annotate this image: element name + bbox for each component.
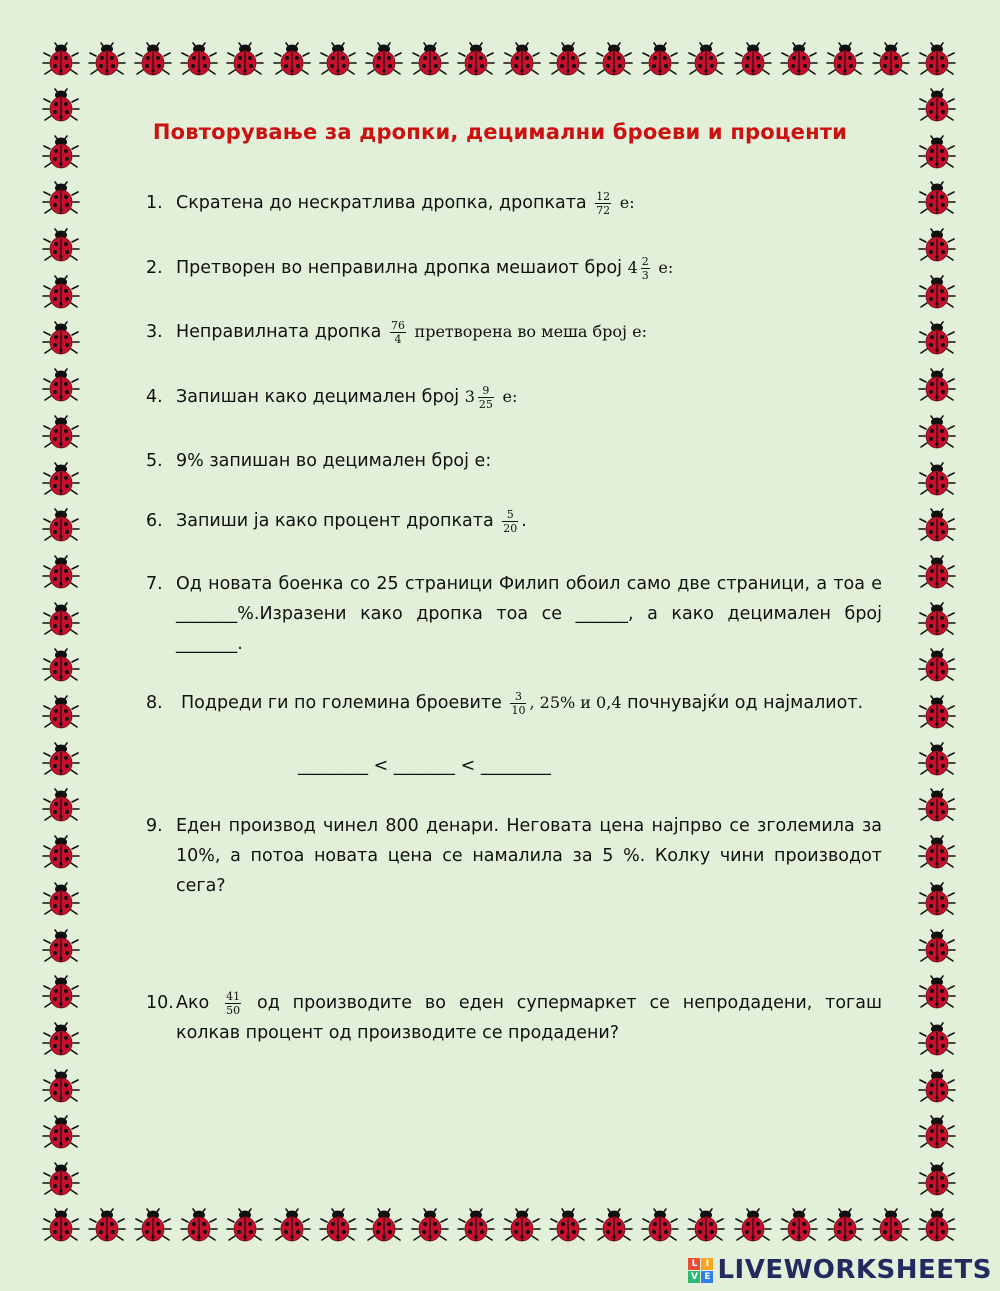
question-text: Еден производ чинел 800 денари. Неговата цена најпрво се зголемила за 10%, а потоа новата цена се намалила за 5 %. Колку чини производот сега? <box>176 816 882 896</box>
ladybug-icon <box>918 1022 956 1058</box>
ladybug-icon <box>918 835 956 871</box>
ladybug-icon <box>42 882 80 918</box>
fraction: $\frac{5}{20}$ <box>503 507 518 535</box>
question-text: Подреди ги по големина броевите <box>181 693 502 713</box>
order-blanks: ________ < _______ < ________ <box>298 756 551 776</box>
ladybug-icon <box>365 42 403 78</box>
question-number: 9. <box>146 816 163 836</box>
ladybug-icon <box>42 835 80 871</box>
fraction: $\frac{41}{50}$ <box>226 989 241 1017</box>
ladybug-icon <box>549 42 587 78</box>
ladybug-icon <box>734 1208 772 1244</box>
question-2 <box>146 253 882 283</box>
ladybug-icon <box>42 975 80 1011</box>
ladybug-icon <box>780 1208 818 1244</box>
ladybug-icon <box>503 1208 541 1244</box>
ladybug-icon <box>918 742 956 778</box>
question-number: 10. <box>146 993 174 1013</box>
ladybug-icon <box>918 602 956 638</box>
ladybug-icon <box>687 42 725 78</box>
worksheet-title: Повторување за дропки, децимални броеви и проценти <box>152 120 848 144</box>
ladybug-icon <box>42 181 80 217</box>
ladybug-icon <box>88 1208 126 1244</box>
ladybug-icon <box>918 88 956 124</box>
question-text: Неправилната дропка <box>176 322 382 342</box>
ladybug-icon <box>457 1208 495 1244</box>
ladybug-icon <box>42 788 80 824</box>
fraction: $\frac{9}{25}$ <box>478 383 493 411</box>
logo-icon: L I V E <box>688 1258 713 1283</box>
ladybug-icon <box>411 1208 449 1244</box>
ladybug-icon <box>918 415 956 451</box>
question-10 <box>146 988 882 1048</box>
ladybug-icon <box>918 42 956 78</box>
ladybug-icon <box>641 1208 679 1244</box>
ladybug-icon <box>918 462 956 498</box>
ladybug-icon <box>734 42 772 78</box>
question-5 <box>146 446 882 476</box>
question-3 <box>146 317 882 347</box>
ladybug-icon <box>42 1022 80 1058</box>
mixed-whole: 3 <box>464 387 475 406</box>
question-4 <box>146 382 882 412</box>
fraction: $\frac{2}{3}$ <box>641 254 649 282</box>
ladybug-icon <box>595 1208 633 1244</box>
question-numbers: , 25% и 0,4 <box>529 693 622 712</box>
ladybug-icon <box>319 1208 357 1244</box>
ladybug-icon <box>180 42 218 78</box>
question-text: Од новата боенка со 25 страници Филип обоил само две страници, а тоа е _______%.Изразени како дропка тоа се ______, а како децимален број _______. <box>176 574 882 654</box>
ladybug-icon <box>503 42 541 78</box>
ladybug-icon <box>42 275 80 311</box>
question-number: 7. <box>146 574 163 594</box>
ladybug-icon <box>42 648 80 684</box>
ladybug-icon <box>918 275 956 311</box>
question-text-end: е: <box>502 387 518 406</box>
question-6 <box>146 506 882 536</box>
ladybug-icon <box>826 1208 864 1244</box>
ladybug-icon <box>273 42 311 78</box>
ladybug-icon <box>918 788 956 824</box>
ladybug-icon <box>918 695 956 731</box>
question-number: 3. <box>146 322 163 342</box>
ladybug-icon <box>918 555 956 591</box>
ladybug-icon <box>687 1208 725 1244</box>
ladybug-icon <box>42 88 80 124</box>
ladybug-icon <box>918 321 956 357</box>
question-8 <box>146 688 882 718</box>
question-text-end: почнувајќи од најмалиот. <box>627 693 864 713</box>
ladybug-icon <box>457 42 495 78</box>
ladybug-icon <box>918 975 956 1011</box>
question-text-end: од производите во еден супермаркет се непродадени, тогаш колкав процент од производите се продадени? <box>176 993 882 1043</box>
question-text-end: . <box>521 511 527 531</box>
ladybug-icon <box>595 42 633 78</box>
ladybug-icon <box>42 695 80 731</box>
question-text: Запишан како децимален број <box>176 387 460 407</box>
ladybug-icon <box>180 1208 218 1244</box>
ladybug-icon <box>918 508 956 544</box>
ladybug-icon <box>88 42 126 78</box>
ladybug-icon <box>918 1208 956 1244</box>
ladybug-icon <box>42 42 80 78</box>
question-number: 4. <box>146 387 163 407</box>
ladybug-icon <box>918 882 956 918</box>
question-text: Ако <box>176 993 210 1013</box>
question-text: Претворен во неправилна дропка мешаиот број <box>176 258 623 278</box>
ladybug-icon <box>273 1208 311 1244</box>
ladybug-icon <box>42 1208 80 1244</box>
ladybug-icon <box>918 1162 956 1198</box>
question-text-end: претворена во меша број е: <box>414 322 647 341</box>
ladybug-icon <box>42 555 80 591</box>
ladybug-icon <box>134 42 172 78</box>
ladybug-icon <box>42 321 80 357</box>
ladybug-icon <box>226 1208 264 1244</box>
ladybug-icon <box>918 1115 956 1151</box>
question-1 <box>146 188 882 218</box>
ladybug-icon <box>549 1208 587 1244</box>
ladybug-icon <box>918 929 956 965</box>
question-number: 2. <box>146 258 163 278</box>
question-text: Запиши ја како процент дропката <box>176 511 494 531</box>
ladybug-icon <box>872 42 910 78</box>
ladybug-icon <box>42 1069 80 1105</box>
ladybug-icon <box>319 42 357 78</box>
question-text: Скратена до нескратлива дропка, дропката <box>176 193 587 213</box>
ladybug-icon <box>411 42 449 78</box>
ladybug-icon <box>365 1208 403 1244</box>
question-text-end: е: <box>619 193 635 212</box>
ladybug-icon <box>134 1208 172 1244</box>
fraction: $\frac{12}{72}$ <box>596 189 611 217</box>
ladybug-icon <box>42 602 80 638</box>
ladybug-icon <box>42 742 80 778</box>
ladybug-icon <box>918 1069 956 1105</box>
ladybug-icon <box>918 648 956 684</box>
ladybug-icon <box>826 42 864 78</box>
question-number: 8. <box>146 693 163 713</box>
question-text-end: е: <box>658 258 674 277</box>
question-9 <box>146 811 882 901</box>
ladybug-icon <box>918 228 956 264</box>
question-number: 6. <box>146 511 163 531</box>
ladybug-icon <box>42 415 80 451</box>
ladybug-icon <box>872 1208 910 1244</box>
question-number: 5. <box>146 451 163 471</box>
ladybug-icon <box>918 181 956 217</box>
mixed-whole: 4 <box>627 258 638 277</box>
ladybug-icon <box>226 42 264 78</box>
ladybug-icon <box>42 929 80 965</box>
question-text: 9% запишан во децимален број е: <box>176 451 492 471</box>
ladybug-icon <box>42 368 80 404</box>
ladybug-icon <box>42 1115 80 1151</box>
ladybug-icon <box>641 42 679 78</box>
question-7 <box>146 569 882 659</box>
ladybug-icon <box>780 42 818 78</box>
question-number: 1. <box>146 193 163 213</box>
ladybug-icon <box>42 462 80 498</box>
logo-text: LIVEWORKSHEETS <box>717 1255 992 1285</box>
liveworksheets-logo <box>688 1253 992 1287</box>
fraction: $\frac{3}{10}$ <box>511 689 526 717</box>
ladybug-icon <box>918 368 956 404</box>
ladybug-icon <box>42 1162 80 1198</box>
fraction: $\frac{76}{4}$ <box>390 318 405 346</box>
ladybug-icon <box>42 508 80 544</box>
ladybug-icon <box>42 228 80 264</box>
